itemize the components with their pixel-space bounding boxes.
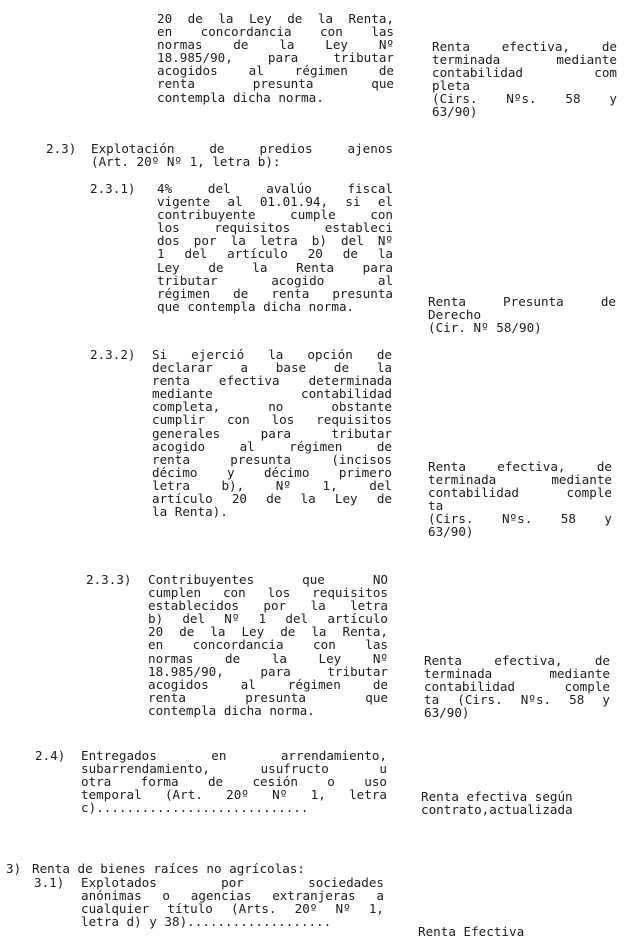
text-line: Explotación de predios ajenos <box>91 141 393 156</box>
text-line: artículo 20 de la Ley de <box>152 491 392 507</box>
text-line: contempla dicha norma. <box>157 89 324 105</box>
text-line: acogido al régimen de <box>152 438 392 454</box>
text-line: (Cirs. Nºs. 58 y <box>432 91 617 107</box>
text-line: Entregados en arrendamiento, <box>81 748 387 763</box>
text-line: establecidos por la letra <box>148 598 388 614</box>
text-line: normas de la Ley Nº <box>148 650 388 666</box>
text-line: completa, no obstante <box>152 399 392 415</box>
text-line: 18.985/90, para tributar <box>148 663 388 679</box>
text-line: letra b), Nº 1, del <box>152 477 392 493</box>
text-line: vigente al 01.01.94, si el <box>157 194 393 210</box>
section-number: 3.1) <box>34 875 65 890</box>
text-line: cualquier título (Arts. 20º Nº 1, <box>81 901 384 917</box>
text-line: Renta efectiva, de <box>428 459 612 474</box>
section-2-3-3-text <box>148 573 388 717</box>
text-line: terminada mediante <box>432 52 617 68</box>
text-line: 20 de la Ley de la Renta, <box>157 11 394 26</box>
text-line: renta presunta (incisos <box>152 451 392 467</box>
text-line: Explotados por sociedades <box>81 875 384 890</box>
tax-treatment-note <box>421 790 606 816</box>
text-line: contribuyente cumple con <box>157 207 393 223</box>
text-line: 63/90) <box>428 524 474 540</box>
text-line: Renta Efectiva <box>418 924 525 939</box>
text-line: otra forma de cesión o uso <box>81 774 387 790</box>
text-line: 18.985/90, para tributar <box>157 50 394 66</box>
text-line: pleta <box>432 78 470 94</box>
section-number: 2.3.2) <box>90 347 136 362</box>
text-line: los requisitos estableci <box>157 220 393 236</box>
tax-treatment-note <box>428 295 616 334</box>
text-line: b) del Nº 1 del artículo <box>148 611 388 627</box>
text-line: Renta efectiva, de <box>424 653 610 668</box>
text-line: mediante contabilidad <box>152 386 392 402</box>
text-line: Renta efectiva según <box>421 789 573 804</box>
text-line: Contribuyentes que NO <box>148 572 388 587</box>
text-line: cumplir con los requisitos <box>152 412 392 428</box>
text-line: acogidos al régimen de <box>148 676 388 692</box>
text-line: contempla dicha norma. <box>148 702 315 718</box>
text-line: 1 del artículo 20 de la <box>157 246 393 262</box>
text-line: renta presunta que <box>148 689 388 705</box>
text-line: en concordancia con las <box>157 24 394 40</box>
text-line: 4% del avalúo fiscal <box>157 181 393 196</box>
text-line: cumplen con los requisitos <box>148 585 388 601</box>
text-line: contabilidad com <box>432 65 617 81</box>
section-2-3-1-text <box>157 182 393 313</box>
section-2-3-2-text <box>152 348 392 518</box>
text-line: (Cir. Nº 58/90) <box>428 320 542 336</box>
text-line: 63/90) <box>432 104 478 120</box>
section-3-1-text <box>81 876 384 928</box>
text-line: normas de la Ley Nº <box>157 37 394 53</box>
tax-treatment-note <box>418 925 558 938</box>
section-3-heading <box>32 862 392 875</box>
text-line: (Cirs. Nºs. 58 y <box>428 511 612 527</box>
text-line: c)............................ <box>81 800 309 816</box>
text-line: renta efectiva determinada <box>152 373 392 389</box>
text-line: tributar acogido al <box>157 272 393 288</box>
section-number: 3) <box>6 861 22 876</box>
text-line: Ley de la Renta para <box>157 259 393 275</box>
text-line: terminada mediante <box>424 666 610 682</box>
intro-paragraph <box>157 12 394 104</box>
text-line: acogidos al régimen de <box>157 63 394 79</box>
text-line: Si ejerció la opción de <box>152 347 392 362</box>
text-line: temporal (Art. 20º Nº 1, letra <box>81 787 387 803</box>
text-line: contrato,actualizada <box>421 802 573 818</box>
text-line: Renta efectiva, de <box>432 39 617 54</box>
text-line: anónimas o agencias extranjeras a <box>81 888 384 904</box>
text-line: dos por la letra b) del Nº <box>157 233 393 249</box>
text-line: renta presunta que <box>157 76 394 92</box>
section-number: 2.3.1) <box>90 181 136 196</box>
text-line: Renta de bienes raíces no agrícolas: <box>32 861 305 876</box>
text-line: régimen de renta presunta <box>157 285 393 301</box>
text-line: 63/90) <box>424 705 470 721</box>
text-line: la Renta). <box>152 504 228 520</box>
section-2-4-text <box>81 749 387 814</box>
text-line: contabilidad comple <box>428 485 612 501</box>
text-line: en concordancia con las <box>148 637 388 653</box>
text-line: declarar a base de la <box>152 360 392 376</box>
text-line: (Art. 20º Nº 1, letra b): <box>91 154 281 170</box>
text-line: ta <box>428 498 444 514</box>
tax-treatment-note <box>432 40 617 119</box>
section-2-3-heading <box>91 142 393 168</box>
text-line: 20 de la Ley de la Renta, <box>148 624 388 640</box>
text-line: décimo y décimo primero <box>152 464 392 480</box>
tax-treatment-note <box>424 654 610 719</box>
text-line: Derecho <box>428 307 482 323</box>
text-line: terminada mediante <box>428 472 612 488</box>
section-number: 2.4) <box>35 748 66 763</box>
text-line: contabilidad comple <box>424 679 610 695</box>
section-number: 2.3.3) <box>86 572 132 587</box>
tax-treatment-note <box>428 460 612 539</box>
section-number: 2.3) <box>46 141 77 156</box>
text-line: subarrendamiento, usufructo u <box>81 761 387 777</box>
text-line: que contempla dicha norma. <box>157 298 355 314</box>
text-line: generales para tributar <box>152 425 392 441</box>
text-line: letra d) y 38)................... <box>81 914 332 930</box>
text-line: Renta Presunta de <box>428 294 616 309</box>
text-line: ta (Cirs. Nºs. 58 y <box>424 692 610 708</box>
